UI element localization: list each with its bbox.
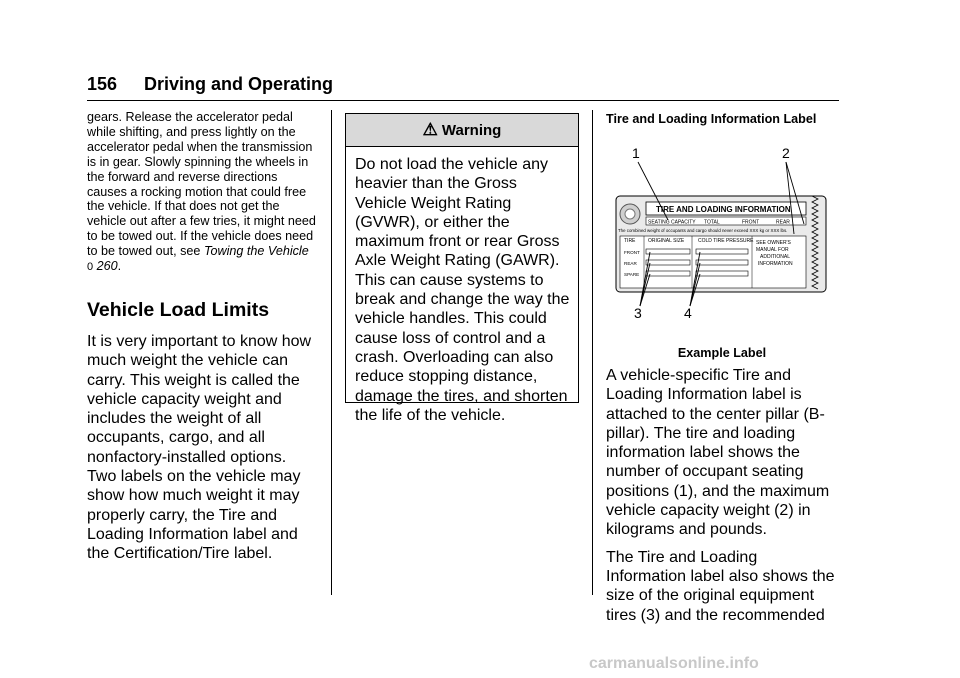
warning-header (346, 114, 578, 147)
row-rear: REAR (624, 261, 637, 266)
see-owner-4: INFORMATION (758, 261, 793, 267)
figure-caption: Example Label (677, 346, 767, 360)
seating-total: TOTAL (704, 219, 720, 226)
column-left (87, 110, 317, 564)
vehicle-load-limits-heading: Vehicle Load Limits (87, 298, 270, 321)
col-original-size: ORIGINAL SIZE (648, 238, 685, 244)
callout-1: 1 (632, 145, 640, 161)
column-divider-left (331, 110, 332, 595)
see-owner-1: SEE OWNER'S (756, 240, 791, 246)
label-heading: TIRE AND LOADING INFORMATION (656, 205, 791, 214)
seating-capacity: SEATING CAPACITY (648, 219, 696, 226)
warning-title: Warning (441, 122, 502, 139)
callout-3: 3 (634, 305, 642, 321)
combined-weight-text: The combined weight of occupants and cargo should never exceed XXX kg or XXX lbs. (618, 228, 788, 233)
towing-page-ref[interactable]: 260 (96, 259, 118, 274)
warning-triangle-icon: ⚠ (422, 120, 438, 139)
label-paragraph-1: A vehicle-specific Tire and Loading Information label is attached to the center pillar (B-pillar). The tire and loading information label shows the number of occupant seating positions (1), and the maximum vehicle capacity weight (2) in kilograms and pounds. (606, 367, 830, 539)
xref-period: . (117, 259, 122, 274)
col-cold-pressure: COLD TIRE PRESSURE (698, 238, 754, 244)
row-spare: SPARE (624, 272, 640, 277)
tire-label-figure (606, 136, 838, 326)
col-tire: TIRE (624, 238, 636, 244)
warning-text: Do not load the vehicle any heavier than the Gross Vehicle Weight Rating (GVWR), or either the maximum front or rear Gross Axle Weight Rating (GAWR). This can cause systems to break and change the way the vehicle handles. This could cause loss of control and a crash. Overloading can also reduce stopping distance, damage the tires, and shorten the life of the vehicle. (355, 156, 570, 424)
callout-2: 2 (782, 145, 790, 161)
load-limits-paragraph: It is very important to know how much weight the vehicle can carry. This weight is called the vehicle capacity weight and includes the weight of all occupants, cargo, and all nonfactory-installed options. Two labels on the vehicle may show how much weight it may properly carry, the Tire and Loading Information label and the Certification/Tire label. (87, 332, 312, 563)
section-title: Driving and Operating (144, 74, 334, 94)
seating-rear: REAR (776, 219, 790, 226)
intro-paragraph (87, 110, 317, 275)
intro-text: gears. Release the accelerator pedal while shifting, and press lightly on the accelerator pedal when the transmission is in gear. Slowly spinning the wheels in the forward and reverse directions causes a rocking motion that could free the vehicle. If that does not get the vehicle out after a few tries, it might need to be towed out. If the vehicle does need to be towed out, see (87, 110, 316, 259)
label-paragraph-2: The Tire and Loading Information label also shows the size of the original equipment tires (3) and the recommended (606, 548, 835, 624)
watermark: carmanualsonline.info (589, 655, 759, 672)
towing-link[interactable]: Towing the Vehicle (203, 244, 309, 259)
page-number: 156 (87, 74, 118, 94)
callout-4: 4 (684, 305, 692, 321)
see-owner-2: MANUAL FOR (756, 247, 789, 253)
column-right (606, 112, 838, 633)
warning-box (345, 113, 579, 424)
seating-front: FRONT (742, 219, 760, 226)
row-front: FRONT (624, 250, 640, 255)
page-ref-icon: 0 (87, 261, 94, 274)
page-header (87, 72, 839, 101)
see-owner-3: ADDITIONAL (760, 254, 791, 260)
label-section-title: Tire and Loading Information Label (606, 112, 817, 126)
column-divider-right (592, 110, 593, 595)
tire-label-illustration (606, 136, 838, 326)
